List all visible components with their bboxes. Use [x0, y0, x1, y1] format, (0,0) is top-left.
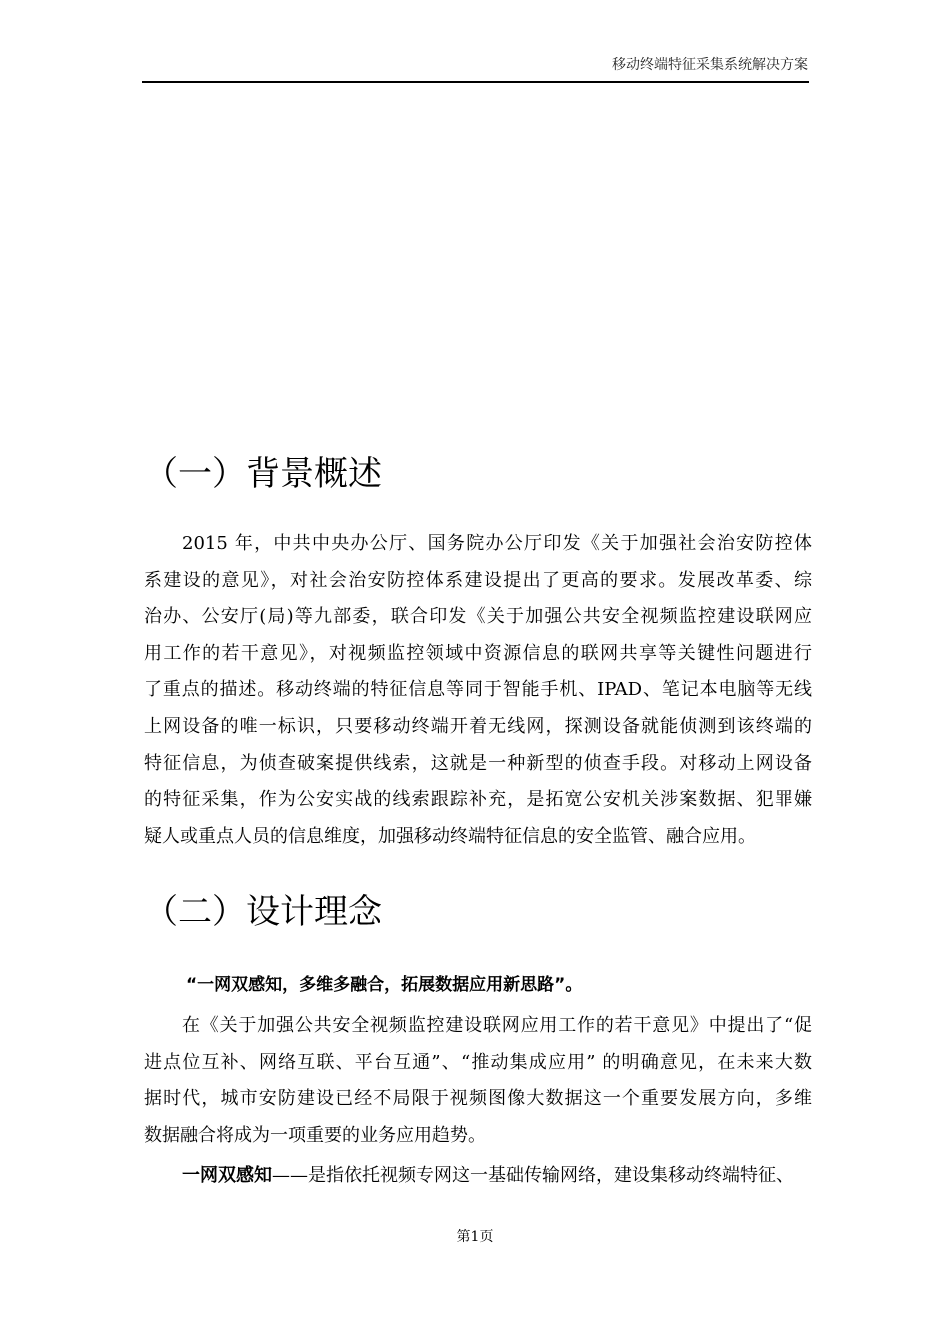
header-rule [142, 81, 809, 83]
paragraph-line: 用工作的若干意见》，对视频监控领域中资源信息的联网共享等关键性问题进行 [144, 642, 812, 664]
section-heading-design: （二）设计理念 [144, 892, 382, 932]
paragraph-line: 2015 年，中共中央办公厅、国务院办公厅印发《关于加强社会治安防控体 [182, 533, 812, 554]
paragraph-line: 数据融合将成为一项重要的业务应用趋势。 [144, 1124, 486, 1146]
background-paragraph [144, 526, 812, 855]
paragraph-line: 在《关于加强公共安全视频监控建设联网应用工作的若干意见》中提出了“促 [182, 1015, 812, 1036]
section-heading-background: （一）背景概述 [144, 454, 382, 494]
onenet-text: ——是指依托视频专网这一基础传输网络，建设集移动终端特征、 [272, 1165, 794, 1186]
design-paragraph [144, 1008, 812, 1154]
paragraph-line: 进点位互补、网络互联、平台互通”、“推动集成应用” 的明确意见，在未来大数 [144, 1051, 812, 1073]
paragraph-line: 据时代，城市安防建设已经不局限于视频图像大数据这一个重要发展方向，多维 [144, 1088, 812, 1110]
paragraph-line: 疑人或重点人员的信息维度，加强移动终端特征信息的安全监管、融合应用。 [144, 825, 756, 847]
design-slogan: “一网双感知，多维多融合，拓展数据应用新思路”。 [186, 975, 583, 995]
paragraph-line: 的特征采集，作为公安实战的线索跟踪补充，是拓宽公安机关涉案数据、犯罪嫌 [144, 789, 812, 811]
paragraph-line: 特征信息，为侦查破案提供线索，这就是一种新型的侦查手段。对移动上网设备 [144, 752, 812, 774]
onenet-lead: 一网双感知 [182, 1165, 272, 1186]
header-title: 移动终端特征采集系统解决方案 [612, 57, 808, 73]
paragraph-line: 治办、公安厅(局)等九部委，联合印发《关于加强公共安全视频监控建设联网应 [144, 606, 812, 628]
paragraph-line: 上网设备的唯一标识，只要移动终端开着无线网，探测设备就能侦测到该终端的 [144, 715, 812, 737]
paragraph-line: 了重点的描述。移动终端的特征信息等同于智能手机、IPAD、笔记本电脑等无线 [144, 679, 812, 701]
page-number: 第1页 [456, 1229, 494, 1245]
paragraph-line: 系建设的意见》，对社会治安防控体系建设提出了更高的要求。发展改革委、综 [144, 569, 812, 591]
onenet-paragraph [144, 1158, 812, 1195]
paragraph-line [144, 1158, 812, 1195]
